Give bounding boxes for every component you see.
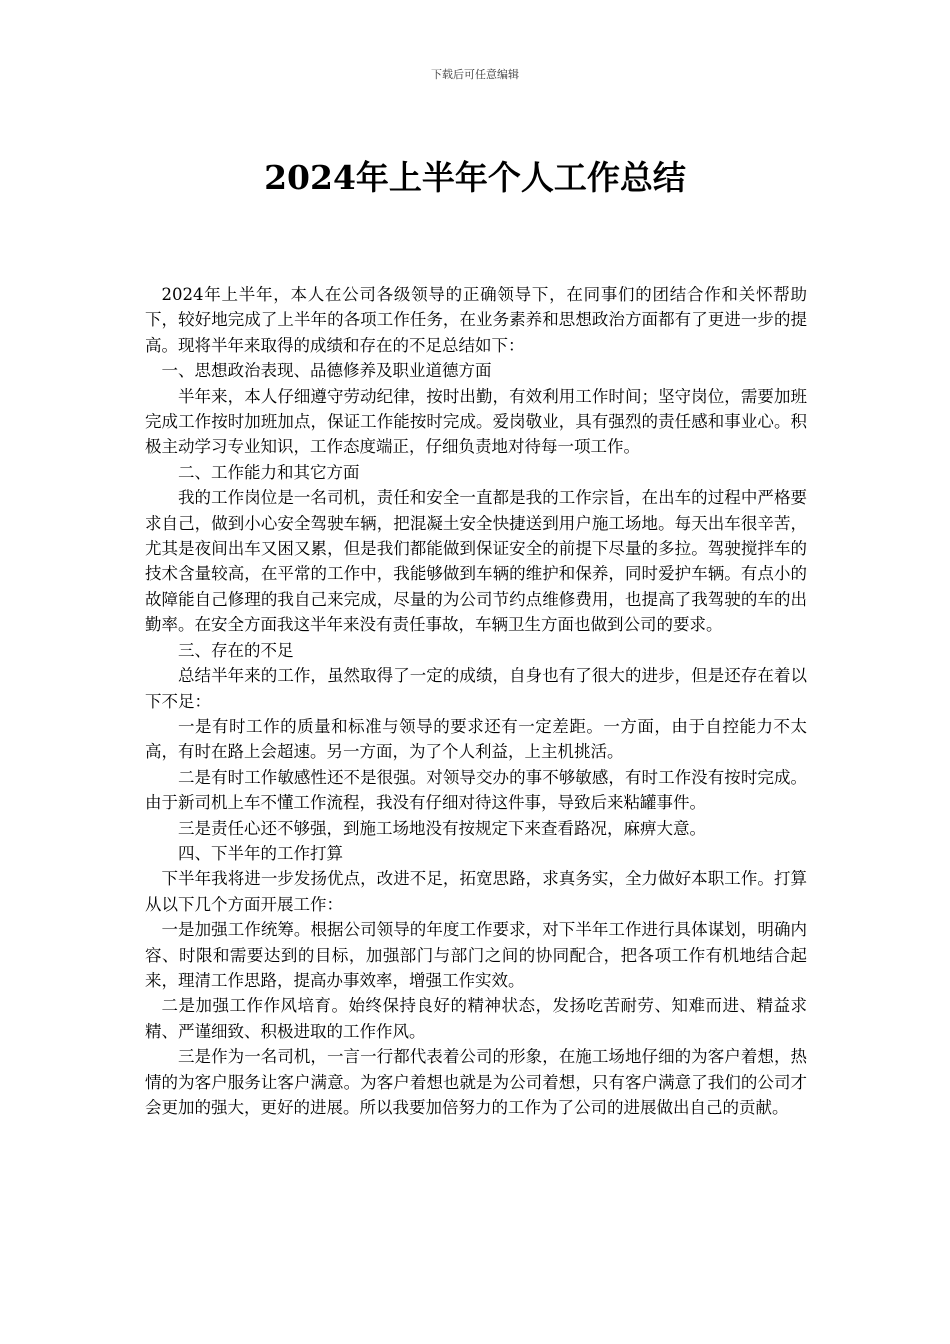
body-paragraph: 三是作为一名司机，一言一行都代表着公司的形象，在施工场地仔细的为客户着想，热情的为客户服务让客户满意。为客户着想也就是为公司着想，只有客户满意了我们的公司才会更加的强大，更好的进展。所以我要加倍努力的工作为了公司的进展做出自己的贡献。	[145, 1047, 807, 1117]
header-note: 下载后可任意编辑	[431, 68, 519, 81]
body-paragraph: 下半年我将进一步发扬优点，改进不足，拓宽思路，求真务实，全力做好本职工作。打算从以下几个方面开展工作：	[145, 869, 807, 914]
section-heading-3: 三、存在的不足	[178, 640, 294, 660]
body-paragraph: 二是有时工作敏感性还不是很强。对领导交办的事不够敏感，有时工作没有按时完成。由于新司机上车不懂工作流程，我没有仔细对待这件事，导致后来粘罐事件。	[145, 767, 807, 813]
section-heading-1: 一、思想政治表现、品德修养及职业道德方面	[161, 361, 492, 381]
body-paragraph: 一是加强工作统筹。根据公司领导的年度工作要求，对下半年工作进行具体谋划，明确内容、时限和需要达到的目标，加强部门与部门之间的协同配合，把各项工作有机地结合起来，理清工作思路，提高办事效率，增强工作实效。	[145, 920, 807, 990]
body-paragraph: 三是责任心还不够强，到施工场地没有按规定下来查看路况，麻痹大意。	[178, 818, 706, 838]
body-paragraph: 总结半年来的工作，虽然取得了一定的成绩，自身也有了很大的进步，但是还存在着以下不足：	[145, 666, 807, 711]
body-paragraph: 半年来，本人仔细遵守劳动纪律，按时出勤，有效利用工作时间；坚守岗位，需要加班完成工作按时加班加点，保证工作能按时完成。爱岗敬业，具有强烈的责任感和事业心。积极主动学习专业知识，工作态度端正，仔细负责地对待每一项工作。	[145, 386, 807, 457]
section-heading-4: 四、下半年的工作打算	[178, 843, 343, 863]
body-paragraph: 二是加强工作作风培育。始终保持良好的精神状态，发扬吃苦耐劳、知难而进、精益求精、严谨细致、积极进取的工作作风。	[145, 996, 807, 1041]
body-paragraph: 一是有时工作的质量和标准与领导的要求还有一定差距。一方面，由于自控能力不太高，有时在路上会超速。另一方面，为了个人利益，上主机挑活。	[145, 716, 807, 762]
section-heading-2: 二、工作能力和其它方面	[178, 462, 360, 482]
body-paragraph: 我的工作岗位是一名司机，责任和安全一直都是我的工作宗旨，在出车的过程中严格要求自己，做到小心安全驾驶车辆，把混凝土安全快捷送到用户施工场地。每天出车很辛苦，尤其是夜间出车又困又累，但是我们都能做到保证安全的前提下尽量的多拉。驾驶搅拌车的技术含量较高，在平常的工作中，我能够做到车辆的维护和保养，同时爱护车辆。有点小的故障能自己修理的我自己来完成，尽量的为公司节约点维修费用，也提高了我驾驶的车的出勤率。在安全方面我这半年来没有责任事故，车辆卫生方面也做到公司的要求。	[145, 488, 807, 635]
intro-paragraph: 2024年上半年，本人在公司各级领导的正确领导下，在同事们的团结合作和关怀帮助下，较好地完成了上半年的各项工作任务，在业务素养和思想政治方面都有了更进一步的提高。现将半年来取得的成绩和存在的不足总结如下：	[145, 285, 807, 355]
document-title: 2024年上半年个人工作总结	[264, 158, 686, 197]
document-body	[145, 282, 807, 1120]
